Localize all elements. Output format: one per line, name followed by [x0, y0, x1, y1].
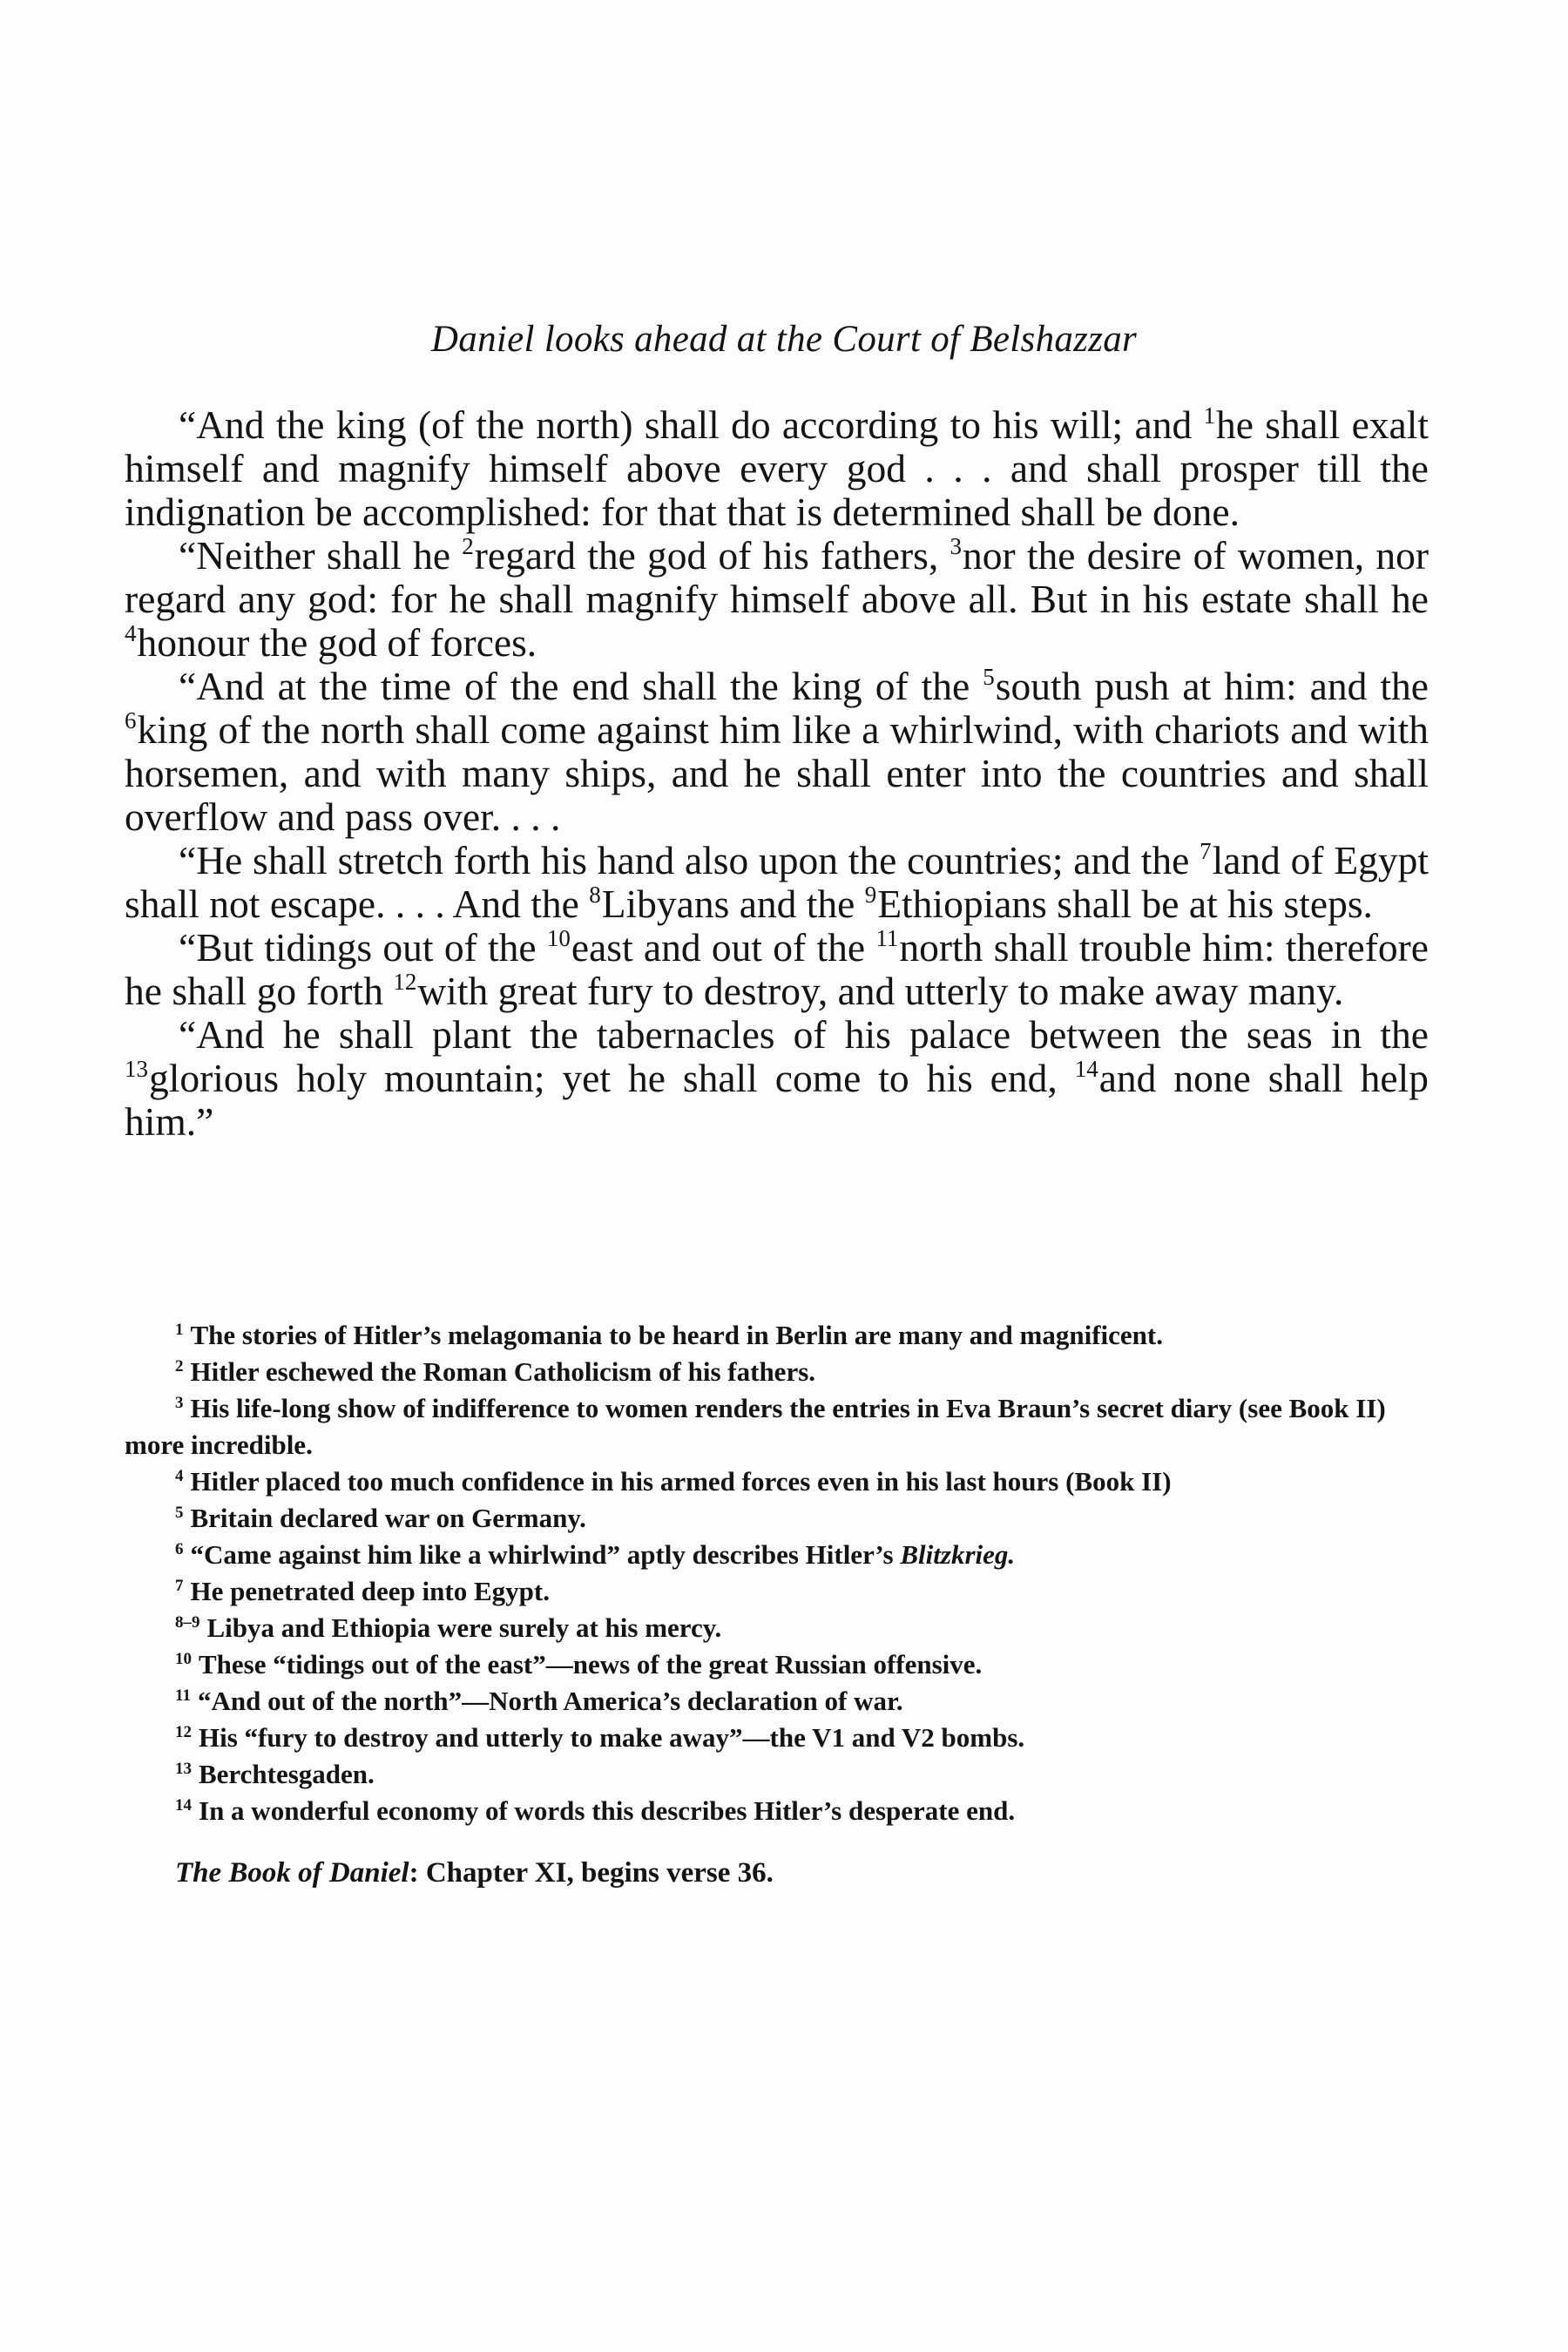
footnote-marker: 3 [950, 533, 962, 559]
footnote-text: Britain declared war on Germany. [190, 1503, 586, 1533]
scripture-text-run: and none shall help him.” [125, 1056, 1429, 1144]
footnote-number: 12 [175, 1723, 192, 1741]
scripture-text-run: “He shall stretch forth his hand also upon the countries; and the [179, 838, 1200, 882]
footnote [125, 1720, 1429, 1756]
footnote-marker: 13 [125, 1056, 148, 1082]
scripture-text-run: Ethiopians shall be at his steps. [877, 882, 1373, 926]
footnote-text: He penetrated deep into Egypt. [190, 1576, 550, 1606]
footnote [125, 1317, 1429, 1354]
footnote-text: His life-long show of indifference to women renders the entries in Eva Braun’s secret diary (see Book II) more incredible. [125, 1393, 1386, 1460]
footnotes [125, 1317, 1429, 1829]
footnote-number: 11 [175, 1686, 191, 1705]
footnote [125, 1500, 1429, 1537]
footnote-number: 8–9 [175, 1613, 200, 1632]
footnote-text: “And out of the north”—North America’s declaration of war. [197, 1686, 903, 1716]
scripture-text-run: south push at him: and the [995, 664, 1429, 708]
page-title: Daniel looks ahead at the Court of Belshazzar [430, 319, 1138, 360]
footnote [125, 1610, 1429, 1646]
scripture-text-run: nor the desire of women, nor regard any god: for he shall magnify himself above all. But in his estate shall he [125, 533, 1429, 621]
footnote-number: 5 [175, 1504, 184, 1522]
scripture-text-run: “And the king (of the north) shall do according to his will; and [179, 402, 1204, 447]
scripture-text-run: honour the god of forces. [137, 620, 537, 665]
scripture-text-run: Libyans and the [601, 882, 865, 926]
footnote-number: 10 [175, 1650, 192, 1668]
scripture-text-run: north shall trouble him: therefore he shall go forth [125, 925, 1429, 1013]
scripture-text-run: king of the north shall come against him like a whirlwind, with chariots and with horsemen, and with many ships, and he shall enter into the countries and shall overflow and pass over. . . . [125, 707, 1429, 839]
footnote-marker: 4 [125, 620, 137, 646]
footnote [125, 1683, 1429, 1720]
footnote-number: 13 [175, 1760, 192, 1778]
scripture-text-run: land of Egypt shall not escape. . . . And the [125, 838, 1429, 926]
footnote-text: Hitler eschewed the Roman Catholicism of his fathers. [190, 1356, 816, 1387]
scripture-text-run: regard the god of his fathers, [474, 533, 950, 578]
footnote-text: Libya and Ethiopia were surely at his mercy. [206, 1612, 722, 1643]
scripture-text-run: “And at the time of the end shall the king of the [179, 664, 983, 708]
footnote-marker: 11 [875, 925, 899, 951]
footnote-marker: 9 [864, 882, 877, 908]
footnote [125, 1463, 1429, 1500]
footnote [125, 1390, 1429, 1463]
footnote-marker: 2 [462, 533, 474, 559]
source-book-title: The Book of Daniel [175, 1857, 409, 1889]
scripture-text-run: glorious holy mountain; yet he shall come to his end, [149, 1056, 1075, 1100]
footnote-number: 3 [175, 1394, 184, 1412]
footnote-number: 6 [175, 1540, 184, 1558]
footnote-marker: 10 [546, 925, 571, 951]
footnote-text: The stories of Hitler’s melagomania to be heard in Berlin are many and magnificent. [190, 1320, 1163, 1350]
footnote-number: 4 [175, 1467, 184, 1485]
footnote-text: These “tidings out of the east”—news of the great Russian offensive. [199, 1649, 983, 1680]
footnote-italic-text: Blitzkrieg. [900, 1539, 1016, 1570]
scripture-text-run: he shall exalt himself and magnify himself above every god . . . and shall prosper till the indignation be accomplished: for that that is determined shall be done. [125, 402, 1429, 534]
scripture-text-run: with great fury to destroy, and utterly to make away many. [417, 969, 1344, 1013]
scripture-text-run: east and out of the [571, 925, 876, 970]
footnote-text: Hitler placed too much confidence in his armed forces even in his last hours (Book II) [190, 1466, 1172, 1497]
footnote-number: 7 [175, 1577, 184, 1595]
footnote-marker: 7 [1200, 838, 1212, 864]
footnote [125, 1537, 1429, 1573]
footnote [125, 1354, 1429, 1390]
footnote-number: 2 [175, 1357, 184, 1375]
scripture-paragraph [125, 665, 1429, 839]
scripture-text [125, 403, 1429, 1144]
footnote [125, 1793, 1429, 1829]
footnote-text: In a wonderful economy of words this describes Hitler’s desperate end. [199, 1795, 1016, 1826]
scripture-paragraph [125, 926, 1429, 1013]
scripture-paragraph [125, 534, 1429, 665]
footnote-marker: 6 [125, 707, 137, 733]
source-reference: : Chapter XI, begins verse 36. [409, 1857, 774, 1889]
footnote [125, 1646, 1429, 1683]
scripture-paragraph [125, 839, 1429, 926]
footnote-marker: 12 [393, 969, 417, 995]
scripture-paragraph [125, 1013, 1429, 1144]
footnote-text: “Came against him like a whirlwind” aptly describes Hitler’s [190, 1539, 901, 1570]
footnote-marker: 1 [1203, 402, 1216, 429]
footnote [125, 1756, 1429, 1793]
footnote-number: 14 [175, 1796, 192, 1815]
footnote-text: Berchtesgaden. [199, 1759, 375, 1789]
footnote-marker: 8 [589, 882, 601, 908]
footnote-number: 1 [175, 1321, 184, 1339]
scripture-text-run: “Neither shall he [179, 533, 463, 578]
footnote [125, 1573, 1429, 1610]
scripture-paragraph [125, 403, 1429, 534]
scripture-text-run: “But tidings out of the [179, 925, 547, 970]
footnote-marker: 5 [983, 664, 995, 690]
scripture-text-run: “And he shall plant the tabernacles of his palace between the seas in the [179, 1012, 1429, 1057]
footnote-text: His “fury to destroy and utterly to make away”—the V1 and V2 bombs. [199, 1722, 1025, 1753]
footnote-marker: 14 [1074, 1056, 1098, 1082]
source-citation [175, 1855, 774, 1891]
